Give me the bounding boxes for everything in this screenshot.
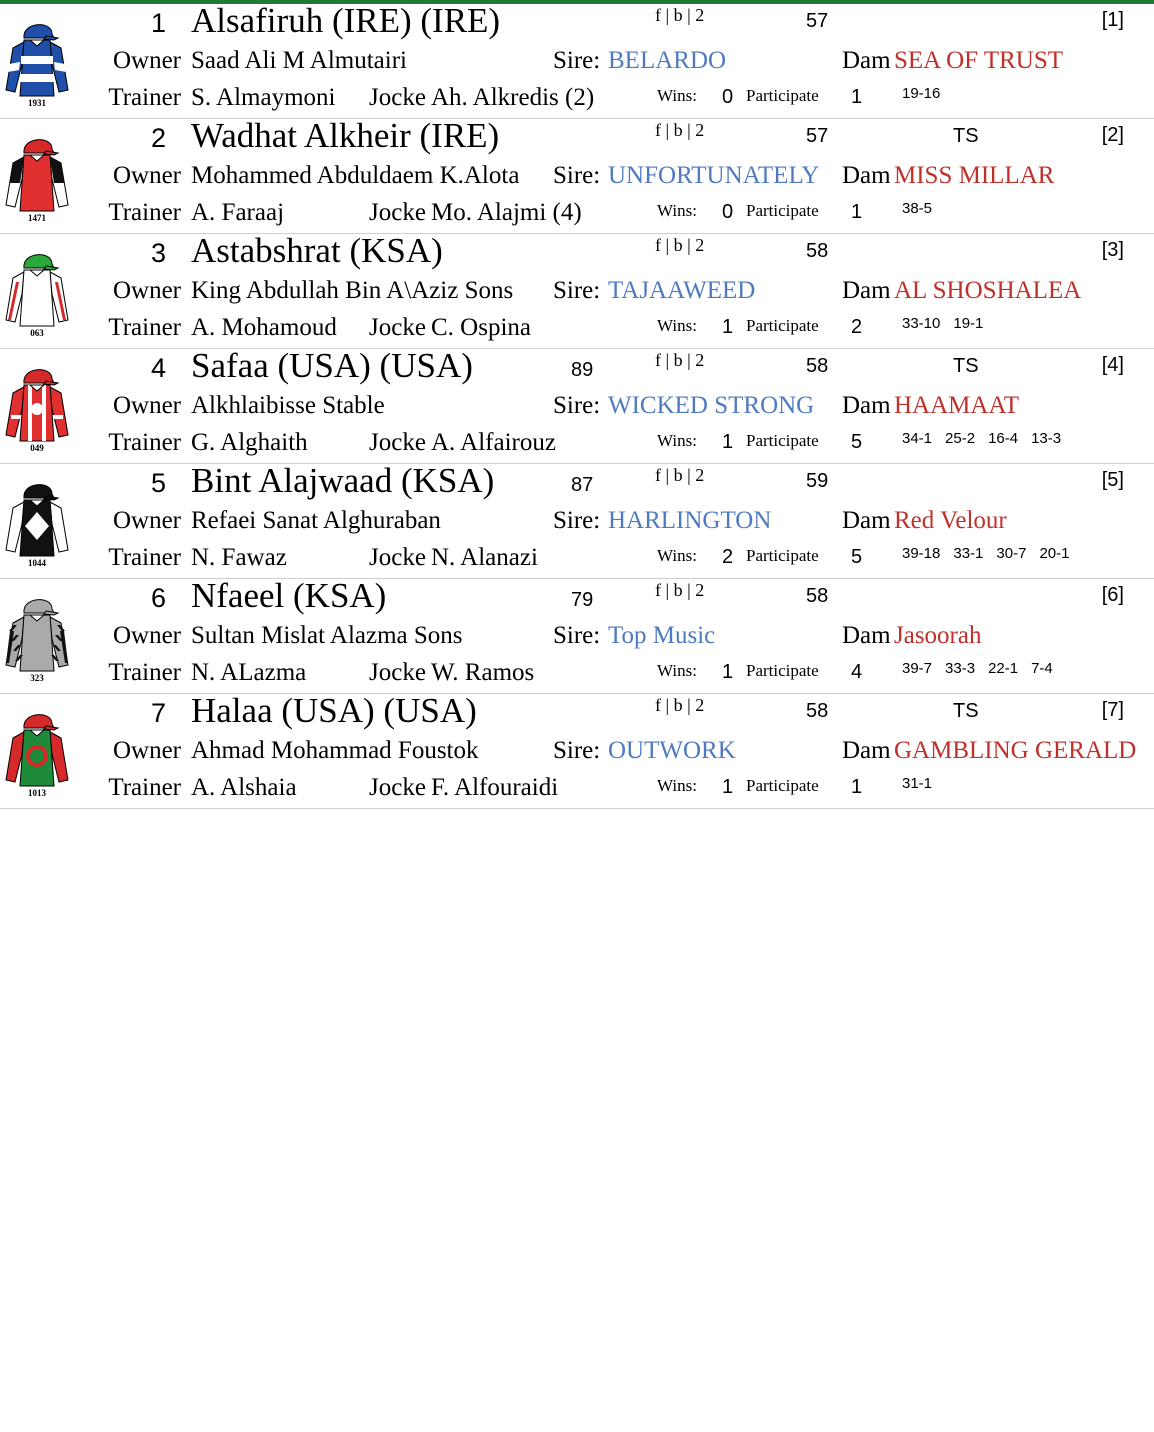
silks-icon [2,472,72,558]
cap-peak [44,151,58,155]
trainer-label: Trainer [108,429,181,456]
silk-cap [24,600,54,613]
cap-peak [44,611,58,615]
trainer-label: Trainer [108,544,181,571]
trainer-label: Trainer [108,199,181,226]
wins-count: 1 [722,316,734,338]
draw-number: [4] [1101,354,1124,376]
wins-count: 1 [722,431,734,453]
race-record: 30-7 [996,545,1027,562]
sire-label: Sire: [553,737,601,764]
carried-weight: 58 [806,355,829,377]
draw-number: [2] [1101,124,1124,146]
trainer-name[interactable]: A. Faraaj [191,199,285,226]
wins-count: 0 [722,201,734,223]
saddle-cloth-number: 6 [150,583,166,613]
sire-name[interactable]: BELARDO [608,47,727,74]
silks-icon [2,357,72,443]
carried-weight: 57 [806,10,829,32]
silks-icon [2,702,72,788]
silks-number: 323 [30,673,44,683]
sire-name[interactable]: HARLINGTON [608,507,772,534]
silk-body [20,730,54,786]
runner-row[interactable] [0,4,1154,119]
dam-name[interactable]: HAAMAAT [894,392,1019,419]
ts-badge: TS [953,700,979,722]
sleeve-band [53,415,63,419]
horse-rating: 79 [571,589,594,611]
silks-icon [2,587,72,673]
sire-label: Sire: [553,47,601,74]
draw-number: [5] [1101,469,1124,491]
jockey-silks [2,357,72,453]
horse-rating: 87 [571,474,594,496]
silks-icon [2,242,72,328]
sire-name[interactable]: UNFORTUNATELY [608,162,820,189]
owner-label: Owner [112,622,181,649]
race-record: 19-1 [953,315,984,332]
silk-cap [24,25,54,38]
owner-name[interactable]: Refaei Sanat Alghuraban [191,507,441,534]
dam-name[interactable]: SEA OF TRUST [894,47,1064,74]
participate-count: 4 [851,661,863,683]
sire-label: Sire: [553,277,601,304]
silk-cap [24,370,54,383]
equipment: f | b | 2 [655,695,705,715]
equipment: f | b | 2 [655,465,705,485]
horse-name[interactable]: Astabshrat (KSA) [191,234,443,270]
race-records [902,545,1082,562]
silks-number: 049 [30,443,44,453]
race-record: 39-7 [902,660,933,677]
silk-body [20,270,54,326]
silk-cap [24,140,54,153]
sleeve-band [11,415,21,419]
sire-name[interactable]: Top Music [608,622,716,649]
wins-count: 0 [722,86,734,108]
owner-label: Owner [112,507,181,534]
race-record: 7-4 [1031,660,1053,677]
carried-weight: 58 [806,700,829,722]
runner-row[interactable] [0,579,1154,694]
jockey-name[interactable]: N. Alanazi [431,544,538,571]
trainer-name[interactable]: S. Almaymoni [191,84,336,111]
dam-name[interactable]: MISS MILLAR [894,162,1055,189]
trainer-name[interactable]: N. Fawaz [191,544,287,571]
equipment: f | b | 2 [655,580,705,600]
wins-label: Wins: [657,661,697,680]
trainer-label: Trainer [108,659,181,686]
cap-peak [44,381,58,385]
race-record: 33-3 [945,660,976,677]
cap-peak [44,266,58,270]
participate-count: 1 [851,201,863,223]
trainer-name[interactable]: G. Alghaith [191,429,308,456]
draw-number: [1] [1101,9,1124,31]
wins-label: Wins: [657,201,697,220]
draw-number: [7] [1101,699,1124,721]
dam-label: Dam [842,162,891,189]
horse-name[interactable]: Safaa (USA) (USA) [191,349,473,385]
trainer-label: Trainer [108,314,181,341]
silks-icon [2,12,72,98]
jockey-label: Jocke [369,774,426,801]
draw-number: [3] [1101,239,1124,261]
silk-body [20,155,54,211]
race-record: 34-1 [902,430,933,447]
owner-name[interactable]: Ahmad Mohammad Foustok [191,737,479,764]
race-record: 25-2 [945,430,976,447]
sire-name[interactable]: OUTWORK [608,737,736,764]
owner-label: Owner [112,162,181,189]
wins-label: Wins: [657,776,697,795]
wins-count: 1 [722,661,734,683]
equipment: f | b | 2 [655,235,705,255]
runner-row[interactable] [0,694,1154,809]
trainer-name[interactable]: A. Mohamoud [191,314,337,341]
ts-badge: TS [953,355,979,377]
participate-label: Participate [746,86,819,105]
jockey-label: Jocke [369,84,426,111]
jockey-silks [2,12,72,108]
silk-brace [28,385,32,441]
dam-name[interactable]: GAMBLING GERALD [894,737,1137,764]
horse-rating: 89 [571,359,594,381]
wins-count: 2 [722,546,734,568]
silks-icon [2,127,72,213]
owner-name[interactable]: Mohammed Abduldaem K.Alota [191,162,520,189]
cap-peak [44,726,58,730]
cap-peak [44,36,58,40]
equipment: f | b | 2 [655,350,705,370]
dam-name[interactable]: AL SHOSHALEA [894,277,1082,304]
participate-label: Participate [746,201,819,220]
silk-cap [24,255,54,268]
runner-row[interactable] [0,119,1154,234]
participate-label: Participate [746,431,819,450]
participate-count: 5 [851,431,863,453]
saddle-cloth-number: 4 [150,353,166,383]
carried-weight: 59 [806,470,829,492]
silks-number: 063 [30,328,44,338]
saddle-cloth-number: 5 [150,468,166,498]
race-record: 33-10 [902,315,941,332]
race-records [902,430,1074,447]
participate-label: Participate [746,661,819,680]
sire-name[interactable]: TAJAAWEED [608,277,756,304]
silk-cap [24,715,54,728]
jockey-silks [2,587,72,683]
sire-label: Sire: [553,392,601,419]
horse-name[interactable]: Wadhat Alkheir (IRE) [191,119,500,155]
dam-label: Dam [842,47,891,74]
horse-name[interactable]: Nfaeel (KSA) [191,579,387,615]
race-records [902,85,953,102]
jockey-label: Jocke [369,659,426,686]
ts-badge: TS [953,125,979,147]
jockey-name[interactable]: W. Ramos [431,659,535,686]
trainer-label: Trainer [108,84,181,111]
race-records [902,200,945,217]
trainer-label: Trainer [108,774,181,801]
sire-name[interactable]: WICKED STRONG [608,392,815,419]
jockey-silks [2,702,72,798]
silk-hoop [21,56,53,64]
race-record: 19-16 [902,85,941,102]
jockey-silks [2,472,72,568]
dam-label: Dam [842,392,891,419]
wins-label: Wins: [657,431,697,450]
jockey-name[interactable]: C. Ospina [431,314,531,341]
saddle-cloth-number: 3 [150,238,166,268]
jockey-label: Jocke [369,429,426,456]
silk-body [20,615,54,671]
jockey-label: Jocke [369,199,426,226]
jockey-name[interactable]: Ah. Alkredis (2) [431,84,595,111]
silks-number: 1471 [28,213,46,223]
sire-label: Sire: [553,507,601,534]
race-record: 38-5 [902,200,933,217]
silk-body [20,40,54,96]
participate-count: 2 [851,316,863,338]
participate-count: 5 [851,546,863,568]
owner-name[interactable]: King Abdullah Bin A\Aziz Sons [191,277,514,304]
wins-label: Wins: [657,546,697,565]
silks-number: 1013 [28,788,46,798]
horse-name[interactable]: Alsafiruh (IRE) (IRE) [191,4,501,40]
owner-name[interactable]: Saad Ali M Almutairi [191,47,407,74]
dam-name[interactable]: Jasoorah [894,622,982,649]
silk-brace [42,385,46,441]
participate-label: Participate [746,546,819,565]
carried-weight: 58 [806,240,829,262]
owner-label: Owner [112,277,181,304]
wins-label: Wins: [657,316,697,335]
sire-label: Sire: [553,162,601,189]
trainer-name[interactable]: A. Alshaia [191,774,297,801]
participate-count: 1 [851,776,863,798]
race-record: 13-3 [1031,430,1062,447]
silks-number: 1931 [28,98,46,108]
saddle-cloth-number: 1 [150,8,166,38]
dam-label: Dam [842,737,891,764]
dam-label: Dam [842,277,891,304]
wins-label: Wins: [657,86,697,105]
horse-name[interactable]: Halaa (USA) (USA) [191,694,477,730]
runner-row[interactable] [0,464,1154,579]
dam-label: Dam [842,622,891,649]
silk-cap [24,485,54,498]
runner-list [0,4,1154,809]
owner-label: Owner [112,392,181,419]
race-record: 16-4 [988,430,1019,447]
silk-spot [31,403,43,415]
trainer-name[interactable]: N. ALazma [191,659,307,686]
owner-label: Owner [112,737,181,764]
race-records [902,660,1066,677]
race-record: 31-1 [902,775,933,792]
jockey-silks [2,127,72,223]
jockey-label: Jocke [369,314,426,341]
jockey-name[interactable]: F. Alfouraidi [431,774,559,801]
runner-row[interactable] [0,349,1154,464]
dam-name[interactable]: Red Velour [894,507,1007,534]
race-records [902,775,945,792]
sire-label: Sire: [553,622,601,649]
race-record: 39-18 [902,545,941,562]
jockey-name[interactable]: Mo. Alajmi (4) [431,199,582,226]
participate-count: 1 [851,86,863,108]
jockey-silks [2,242,72,338]
participate-label: Participate [746,316,819,335]
cap-peak [44,496,58,500]
race-record: 33-1 [953,545,984,562]
saddle-cloth-number: 2 [150,123,166,153]
dam-label: Dam [842,507,891,534]
owner-label: Owner [112,47,181,74]
horse-name[interactable]: Bint Alajwaad (KSA) [191,464,495,500]
race-records [902,315,996,332]
wins-count: 1 [722,776,734,798]
race-record: 22-1 [988,660,1019,677]
owner-name[interactable]: Alkhlaibisse Stable [191,392,385,419]
jockey-name[interactable]: A. Alfairouz [431,429,556,456]
runner-row[interactable] [0,234,1154,349]
carried-weight: 57 [806,125,829,147]
equipment: f | b | 2 [655,5,705,25]
silks-number: 1044 [28,558,46,568]
draw-number: [6] [1101,584,1124,606]
jockey-label: Jocke [369,544,426,571]
carried-weight: 58 [806,585,829,607]
equipment: f | b | 2 [655,120,705,140]
race-record: 20-1 [1039,545,1070,562]
silk-hoop [20,74,54,82]
saddle-cloth-number: 7 [150,698,166,728]
participate-label: Participate [746,776,819,795]
owner-name[interactable]: Sultan Mislat Alazma Sons [191,622,463,649]
